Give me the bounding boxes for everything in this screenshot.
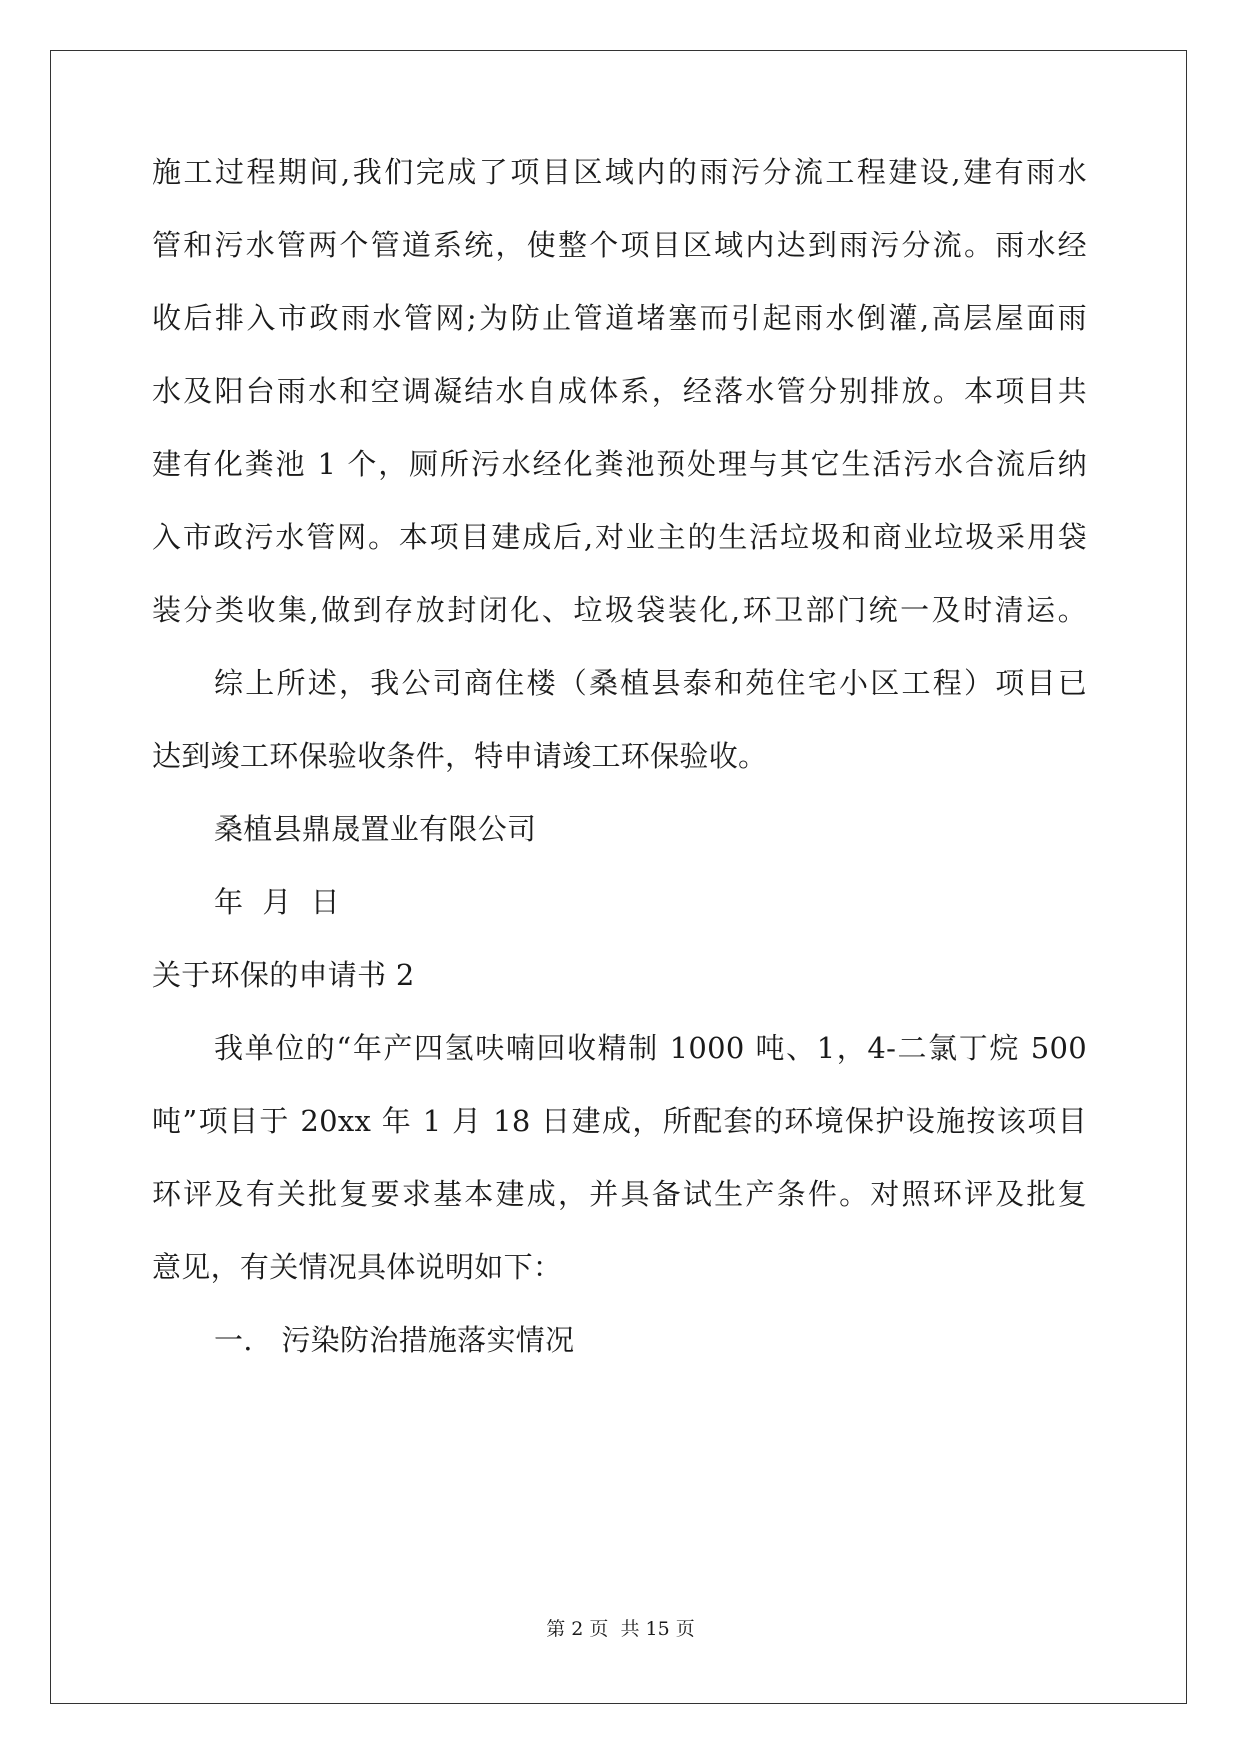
para1-line-4: 水及阳台雨水和空调凝结水自成体系，经落水管分别排放。本项目共 (152, 374, 1087, 408)
para2-line-2: 达到竣工环保验收条件，特申请竣工环保验收。 (152, 739, 768, 773)
para2-line-1: 综上所述，我公司商住楼（桑植县泰和苑住宅小区工程）项目已 (214, 666, 1087, 700)
page-total: 共 15 页 (620, 1618, 695, 1640)
para3-line-2: 吨”项目于 20xx 年 1 月 18 日建成，所配套的环境保护设施按该项目 (152, 1104, 1087, 1138)
section-title: 关于环保的申请书 2 (152, 958, 415, 992)
para1-line-6: 入市政污水管网。本项目建成后,对业主的生活垃圾和商业垃圾采用袋 (152, 520, 1087, 554)
para1-line-3: 收后排入市政雨水管网;为防止管道堵塞而引起雨水倒灌,高层屋面雨 (152, 301, 1087, 335)
para3-line-1: 我单位的“年产四氢呋喃回收精制 1000 吨、1，4-二氯丁烷 500 (214, 1031, 1087, 1065)
para1-line-7: 装分类收集,做到存放封闭化、垃圾袋装化,环卫部门统一及时清运。 (152, 593, 1087, 627)
para1-line-5: 建有化粪池 1 个，厕所污水经化粪池预处理与其它生活污水合流后纳 (152, 447, 1087, 481)
page-footer (0, 1617, 1241, 1641)
signature-company: 桑植县鼎晟置业有限公司 (214, 812, 537, 846)
para1-line-1: 施工过程期间,我们完成了项目区域内的雨污分流工程建设,建有雨水 (152, 155, 1087, 189)
para3-line-4: 意见，有关情况具体说明如下： (152, 1250, 563, 1284)
section-heading-1: 一. 污染防治措施落实情况 (214, 1323, 575, 1357)
para1-line-2: 管和污水管两个管道系统，使整个项目区域内达到雨污分流。雨水经 (152, 228, 1087, 262)
signature-date: 年 月 日 (214, 885, 340, 919)
para3-line-3: 环评及有关批复要求基本建成，并具备试生产条件。对照环评及批复 (152, 1177, 1087, 1211)
page-number: 第 2 页 (546, 1618, 609, 1640)
